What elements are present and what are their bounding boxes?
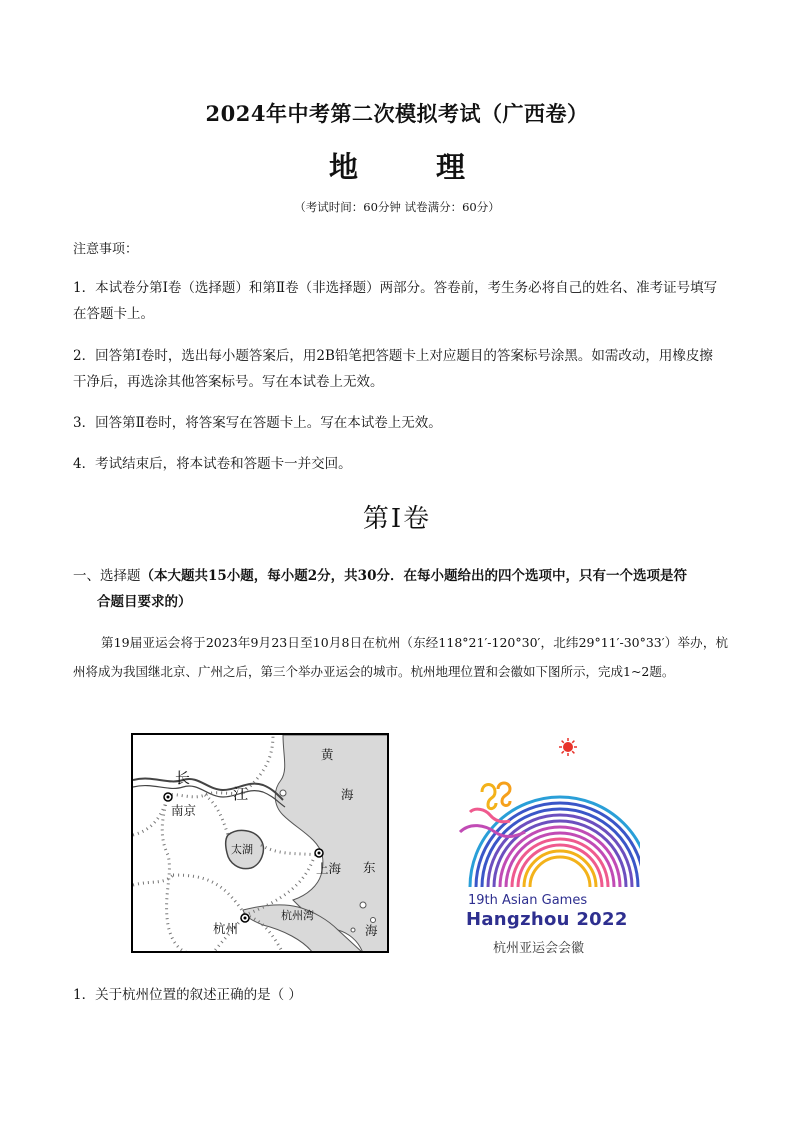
notice-item-3: 3．回答第Ⅱ卷时，将答案写在答题卡上。写在本试卷上无效。 [73,415,442,431]
map-label-yellow: 黄 [321,747,334,762]
map-label-east: 东 [363,860,376,875]
notice-item-2: 2．回答第Ⅰ卷时，选出每小题答案后，用2B铅笔把答题卡上对应题目的答案标号涂黑。如需改动，用橡皮擦干净后，再选涂其他答案标号。写在本试卷上无效。 [73,348,713,390]
oca-sun-icon [559,738,577,756]
map-label-chang: 长 [175,769,191,787]
section-heading [73,563,728,615]
notice-item-4: 4．考试结束后，将本试卷和答题卡一并交回。 [73,456,352,472]
question-1: 1．关于杭州位置的叙述正确的是（ ） [73,987,302,1003]
reading-passage: 第19届亚运会将于2023年9月23日至10月8日在杭州（东经118°21′-120°30′，北纬29°11′-30°33′）举办，杭州将成为我国继北京、广州之后，第三个举办亚运会的城市。杭州地理位置和会徽如下图所示，完成1~2题。 [73,635,728,679]
section-number: 一、 [73,568,100,584]
section-rule-line2: 合题目要求的） [97,594,192,610]
map-drawing [133,735,389,953]
exam-info: （考试时间：60分钟 试卷满分：60分） [294,200,500,214]
emblem-english-line1: 19th Asian Games [468,893,588,908]
section-label: 选择题 [100,568,141,584]
notice-title: 注意事项： [73,242,139,257]
map-label-taihu: 太湖 [231,843,253,856]
exam-title: 2024年中考第二次模拟考试（广西卷） [205,101,589,126]
notice-item-1: 1．本试卷分第Ⅰ卷（选择题）和第Ⅱ卷（非选择题）两部分。答卷前，考生务必将自己的姓名、准考证号填写在答题卡上。 [73,280,718,322]
map-label-hangzhou-bay: 杭州湾 [281,909,314,922]
map-label-jiang: 江 [233,785,249,803]
emblem-chinese-caption: 杭州亚运会会徽 [493,941,585,956]
map-label-shanghai: 上海 [316,861,342,876]
map-label-sea2: 海 [365,923,378,938]
emblem-english-line2: Hangzhou 2022 [466,909,628,930]
subject-title: 地 理 [328,150,500,184]
map-label-sea1: 海 [341,787,354,802]
emblem-arc [530,857,590,887]
part-title: 第Ⅰ卷 [362,504,432,534]
map-label-nanjing: 南京 [171,803,197,818]
section-rule-line1: （本大题共15小题，每小题2分，共30分．在每小题给出的四个选项中，只有一个选项是符 [140,568,687,584]
map-label-hangzhou: 杭州 [213,921,239,936]
emblem-graphic [440,737,640,887]
hangzhou-location-map [131,733,389,953]
